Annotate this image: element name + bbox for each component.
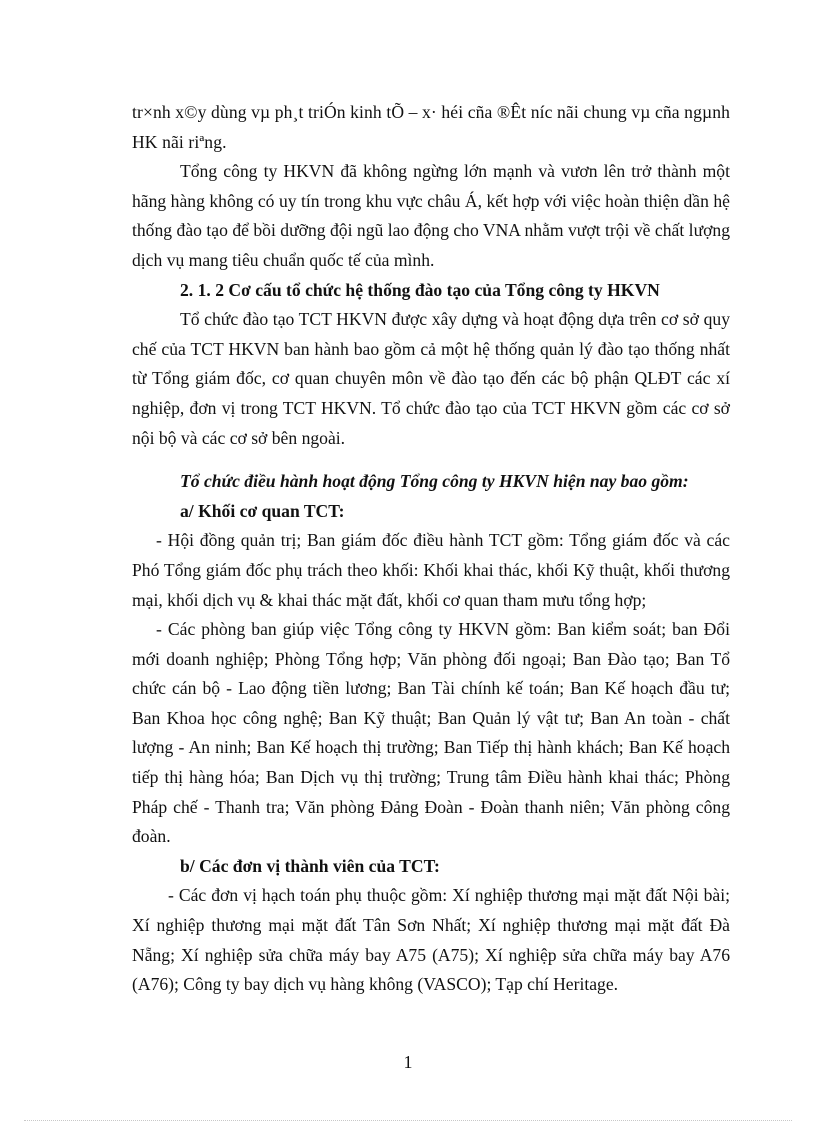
document-body xyxy=(132,98,730,1000)
legacy-encoded-paragraph: tr×nh x©y dùng vµ ph¸t triÓn kinh tÕ – x· héi cña ®Êt níc nãi chung vµ cña ngµnh HK nãi riªng. xyxy=(132,102,730,152)
page-number: 1 xyxy=(403,1052,413,1072)
bullet-b1: - Các đơn vị hạch toán phụ thuộc gồm: Xí nghiệp thương mại mặt đất Nội bài; Xí nghiệp thương mại mặt đất Tân Sơn Nhất; Xí nghiệp thương mại mặt đất Đà Nẵng; Xí nghiệp sửa chữa máy bay A75 (A75); Xí nghiệp sửa chữa máy bay A76 (A76); Công ty bay dịch vụ hàng không (VASCO); Tạp chí Heritage. xyxy=(132,885,730,995)
intro-paragraph: Tổng công ty HKVN đã không ngừng lớn mạnh và vươn lên trở thành một hãng hàng không có uy tín trong khu vực châu Á, kết hợp với việc hoàn thiện dần hệ thống đào tạo để bồi dưỡng đội ngũ lao động cho VNA nhằm vượt trội về chất lượng dịch vụ mang tiêu chuẩn quốc tế của mình. xyxy=(132,161,730,270)
operation-heading: Tổ chức điều hành hoạt động Tổng công ty HKVN hiện nay bao gồm: xyxy=(180,471,689,492)
bullet-a1: - Hội đồng quản trị; Ban giám đốc điều hành TCT gồm: Tổng giám đốc và các Phó Tổng giám đốc phụ trách theo khối: Khối khai thác, khối Kỹ thuật, khối thương mại, khối dịch vụ & khai thác mặt đất, khối cơ quan tham mưu tổng hợp; xyxy=(132,530,730,610)
page-bottom-divider xyxy=(24,1120,792,1121)
structure-paragraph: Tổ chức đào tạo TCT HKVN được xây dựng và hoạt động dựa trên cơ sở quy chế của TCT HKVN ban hành bao gồm cả một hệ thống quản lý đào tạo thống nhất từ Tổng giám đốc, cơ quan chuyên môn về đào tạo đến các bộ phận QLĐT các xí nghiệp, đơn vị trong TCT HKVN. Tổ chức đào tạo của TCT HKVN gồm các cơ sở nội bộ và các cơ sở bên ngoài. xyxy=(132,309,730,448)
section-heading: 2. 1. 2 Cơ cấu tổ chức hệ thống đào tạo của Tổng công ty HKVN xyxy=(180,279,660,300)
subheading-a: a/ Khối cơ quan TCT: xyxy=(180,500,345,521)
bullet-a2: - Các phòng ban giúp việc Tổng công ty HKVN gồm: Ban kiểm soát; ban Đổi mới doanh nghiệp; Phòng Tổng hợp; Văn phòng đối ngoại; Ban Đào tạo; Ban Tổ chức cán bộ - Lao động tiền lương; Ban Tài chính kế toán; Ban Kế hoạch đầu tư; Ban Khoa học công nghệ; Ban Kỹ thuật; Ban Quản lý vật tư; Ban An toàn - chất lượng - An ninh; Ban Kế hoạch thị trường; Ban Tiếp thị hành khách; Ban Kế hoạch tiếp thị hàng hóa; Ban Dịch vụ thị trường; Trung tâm Điều hành khai thác; Phòng Pháp chế - Thanh tra; Văn phòng Đảng Đoàn - Đoàn thanh niên; Văn phòng công đoàn. xyxy=(132,619,730,847)
subheading-b: b/ Các đơn vị thành viên của TCT: xyxy=(180,855,440,876)
